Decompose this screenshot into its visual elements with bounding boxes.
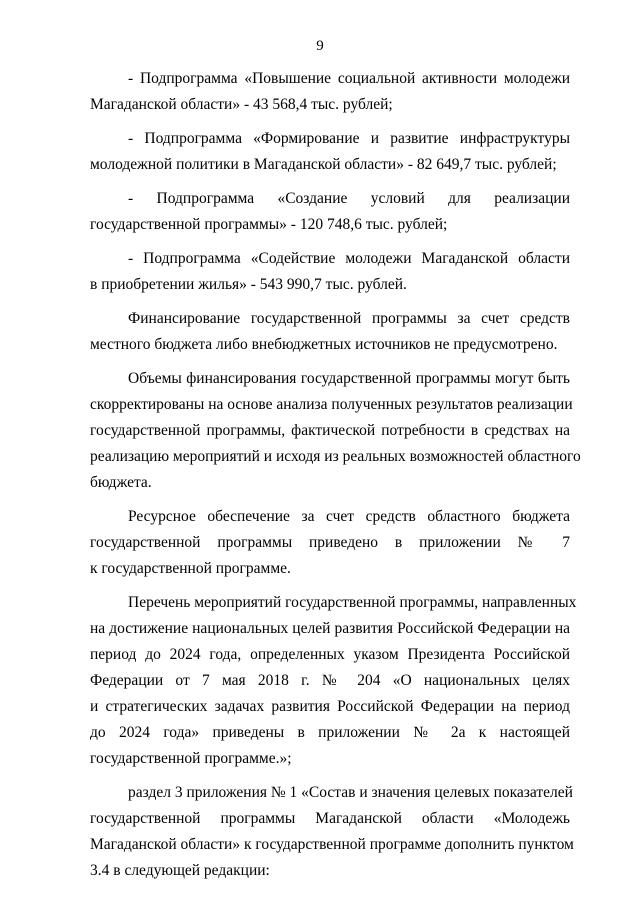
paragraph-line: государственной программы приведено в приложении № 7 — [90, 534, 570, 551]
paragraph-line: Магаданской области» - 43 568,4 тыс. рублей; — [90, 96, 393, 113]
paragraph — [90, 366, 581, 496]
paragraph-line: до 2024 года» приведены в приложении № 2а к настоящей — [90, 724, 570, 741]
paragraph-line: период до 2024 года, определенных указом Президента Российской — [90, 646, 570, 663]
paragraph-line: - Подпрограмма «Повышение социальной активности молодежи — [128, 70, 570, 87]
paragraph — [90, 780, 574, 884]
paragraph-line: Объемы финансирования государственной программы могут быть — [128, 370, 570, 387]
paragraph-line: Перечень мероприятий государственной программы, направленных — [128, 594, 577, 611]
paragraph-line: государственной программы Магаданской области «Молодежь — [90, 810, 570, 827]
paragraph-line: в приобретении жилья» - 543 990,7 тыс. рублей. — [90, 276, 407, 293]
paragraph-line: реализацию мероприятий и исходя из реальных возможностей областного — [90, 448, 581, 465]
paragraph-line: раздел 3 приложения № 1 «Состав и значения целевых показателей — [128, 784, 573, 801]
paragraph-line: государственной программы, фактической потребности в средствах на — [90, 422, 570, 439]
paragraph — [90, 66, 570, 118]
paragraph-line: на достижение национальных целей развития Российской Федерации на — [90, 620, 570, 637]
paragraph-line: бюджета. — [90, 474, 152, 491]
paragraph — [90, 504, 570, 582]
paragraph — [90, 126, 570, 178]
paragraph — [90, 306, 570, 358]
paragraph — [90, 590, 577, 772]
paragraph-line: - Подпрограмма «Создание условий для реализации — [128, 190, 570, 207]
paragraph-line: государственной программе.»; — [90, 750, 292, 767]
paragraph-line: - Подпрограмма «Формирование и развитие инфраструктуры — [128, 130, 570, 147]
paragraph-line: Магаданской области» к государственной программе дополнить пунктом — [90, 836, 574, 853]
paragraph-line: Федерации от 7 мая 2018 г. № 204 «О национальных целях — [90, 672, 570, 689]
paragraph-line: молодежной политики в Магаданской области» - 82 649,7 тыс. рублей; — [90, 156, 557, 173]
paragraph-line: местного бюджета либо внебюджетных источников не предусмотрено. — [90, 336, 558, 353]
paragraph-line: - Подпрограмма «Содействие молодежи Магаданской области — [128, 250, 570, 267]
page-number: 9 — [316, 38, 324, 54]
document-body — [90, 66, 581, 892]
paragraph — [90, 246, 570, 298]
paragraph-line: и стратегических задачах развития Российской Федерации на период — [90, 698, 570, 715]
paragraph-line: государственной программы» - 120 748,6 тыс. рублей; — [90, 216, 448, 233]
paragraph-line: Финансирование государственной программы за счет средств — [128, 310, 570, 327]
paragraph — [90, 186, 570, 238]
paragraph-line: Ресурсное обеспечение за счет средств областного бюджета — [128, 508, 570, 525]
paragraph-line: скорректированы на основе анализа полученных результатов реализации — [90, 396, 573, 413]
paragraph-line: к государственной программе. — [90, 560, 291, 577]
paragraph-line: 3.4 в следующей редакции: — [90, 862, 270, 879]
